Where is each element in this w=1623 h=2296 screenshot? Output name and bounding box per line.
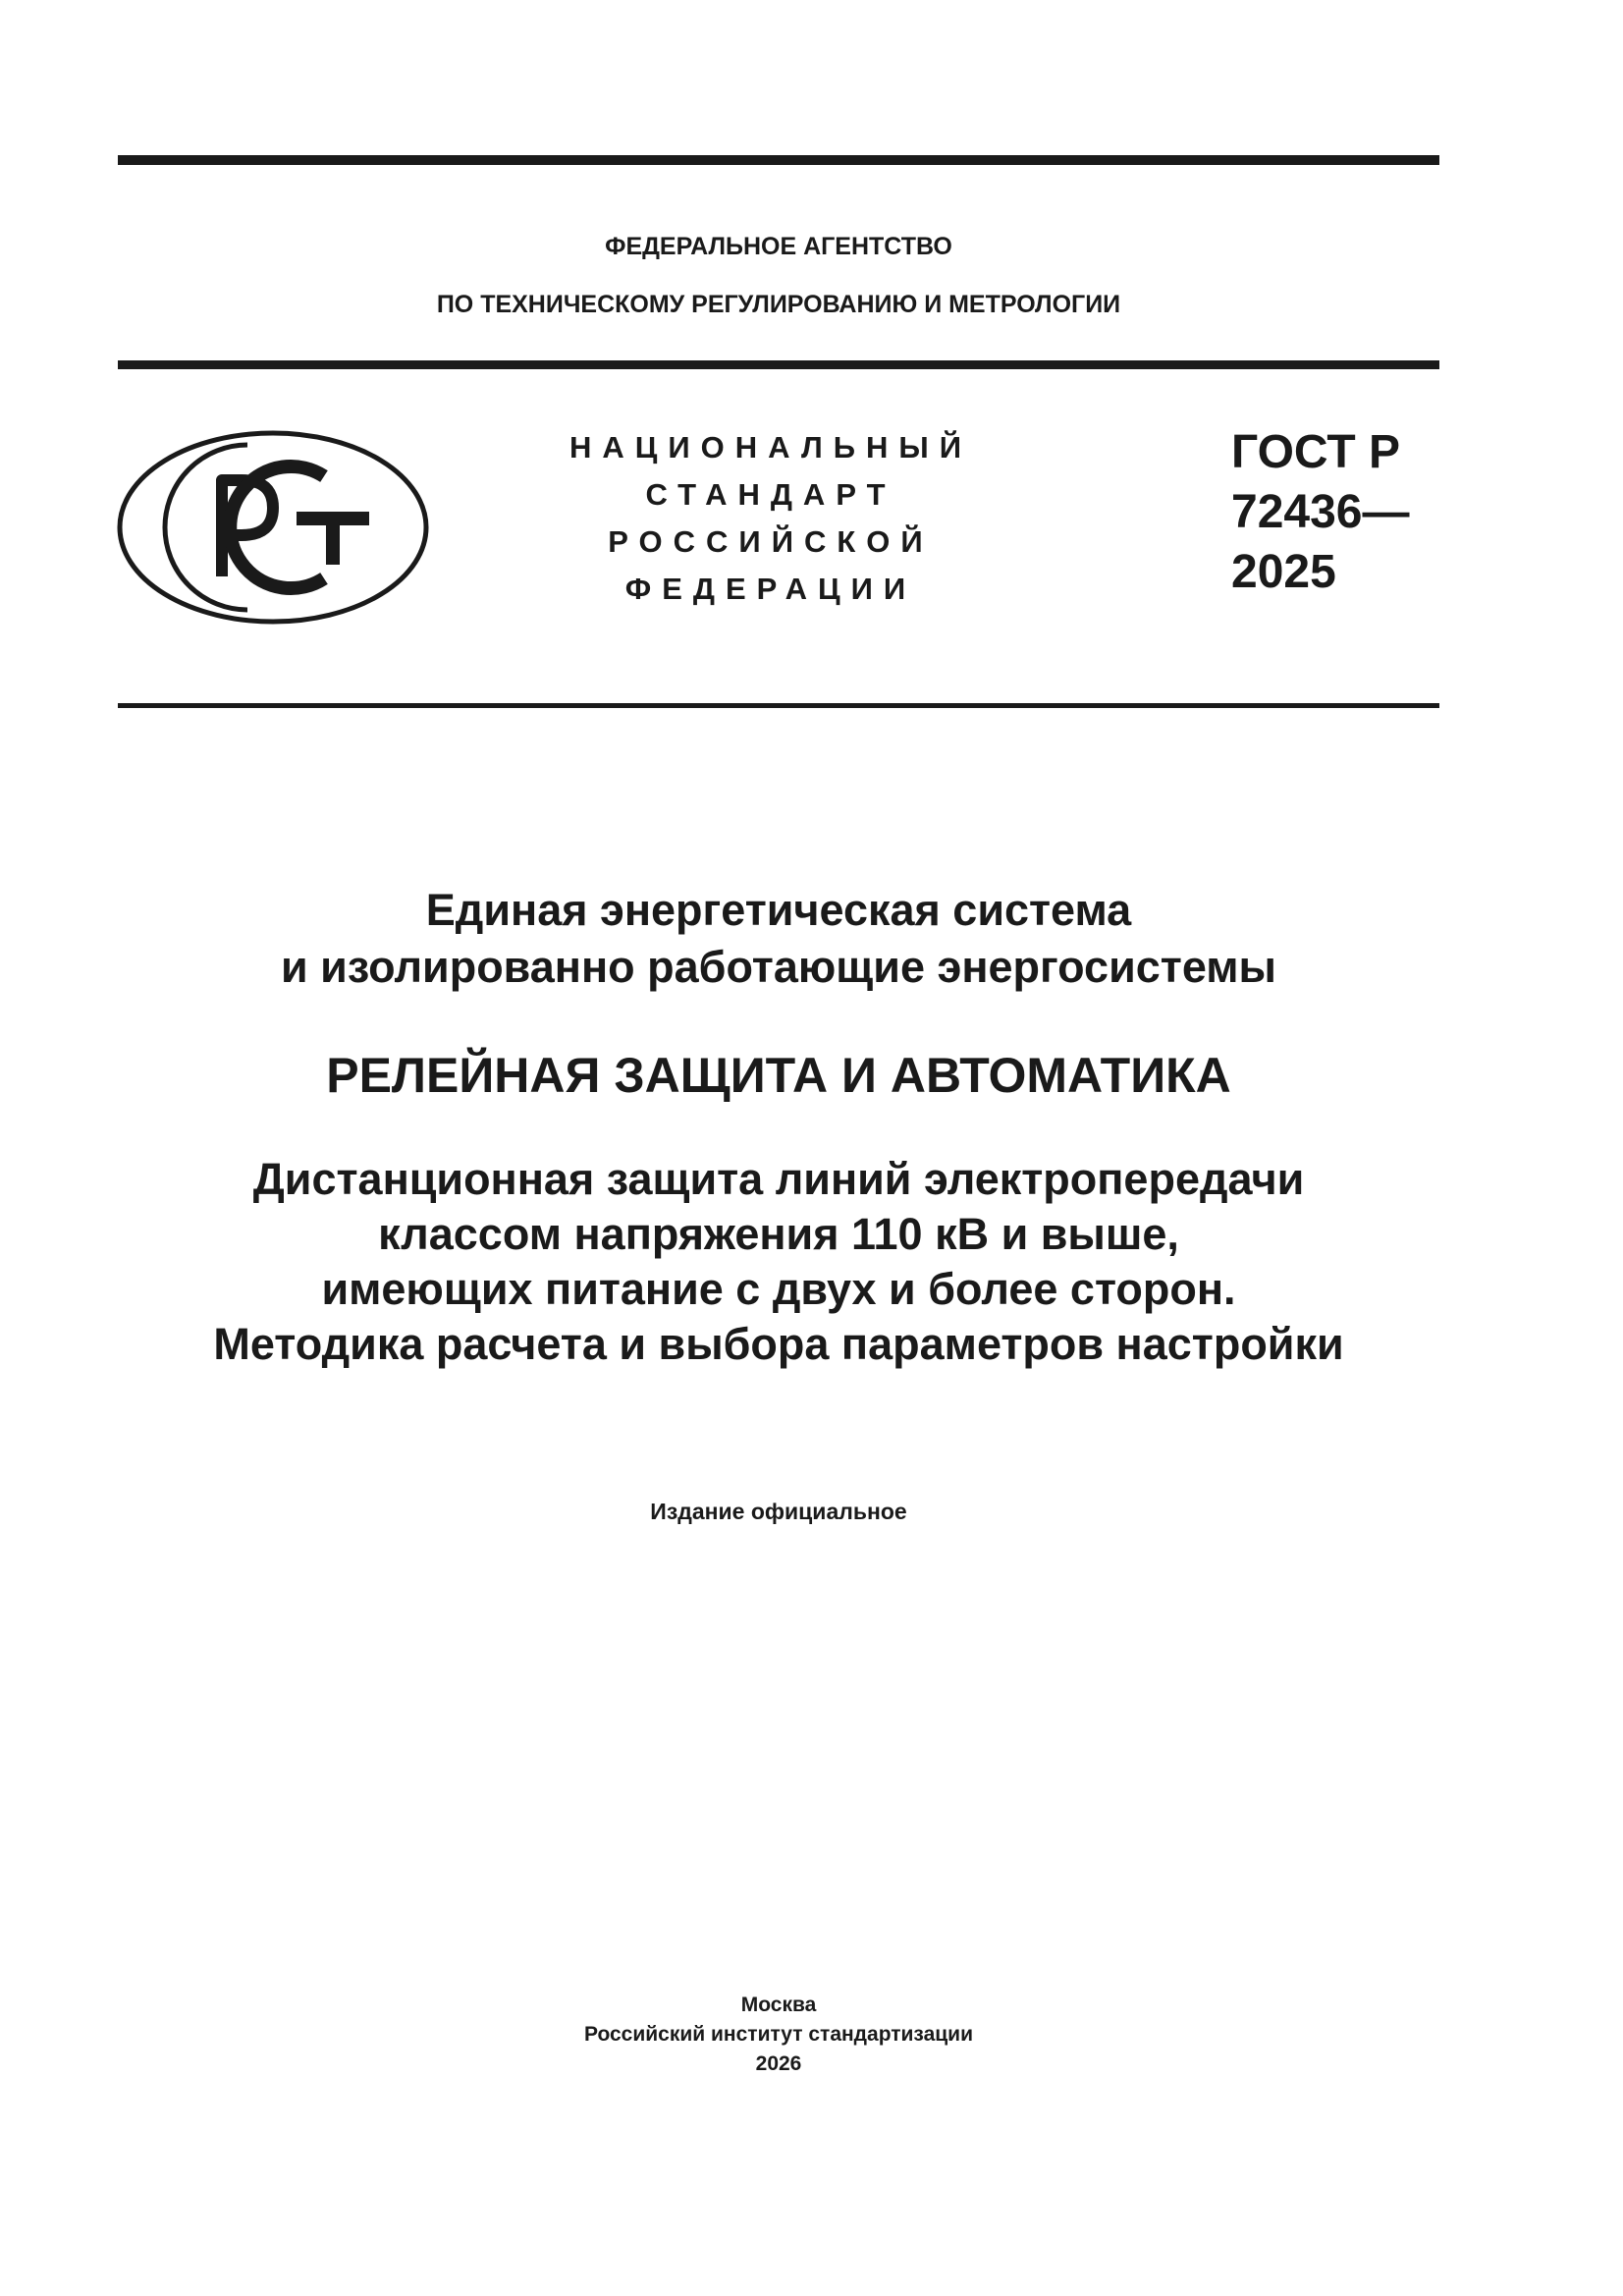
agency-name [118,218,1439,334]
publisher-name: Российский институт стандартизации [583,2023,974,2046]
standard-type-line-3: РОССИЙСКОЙ [608,524,934,559]
main-title-text: РЕЛЕЙНАЯ ЗАЩИТА И АВТОМАТИКА [326,1048,1231,1103]
subtitle-line-3: имеющих питание с двух и более сторон. [321,1264,1236,1314]
rst-certification-mark-icon [116,429,430,626]
subtitle [118,1152,1439,1372]
general-title-line-2: и изолированно работающие энергосистемы [281,942,1276,992]
separator-rule [118,703,1439,708]
publication-year: 2026 [755,2052,802,2075]
standard-type-line-2: СТАНДАРТ [645,477,896,512]
agency-line-1: ФЕДЕРАЛЬНОЕ АГЕНТСТВО [605,233,952,260]
designation-line-1: ГОСТ Р [1231,426,1401,478]
top-rule [118,155,1439,165]
standard-type-line-1: НАЦИОНАЛЬНЫЙ [568,430,973,465]
subtitle-line-4: Методика расчета и выбора параметров настройки [213,1319,1344,1369]
publisher-city: Москва [740,1994,817,2016]
designation-line-2: 72436— [1231,486,1410,538]
subtitle-line-1: Дистанционная защита линий электропередачи [252,1154,1305,1204]
header-rule [118,360,1439,369]
standard-type-line-4: ФЕДЕРАЦИИ [624,572,917,606]
subtitle-line-2: классом напряжения 110 кВ и выше, [378,1209,1179,1259]
agency-line-2: ПО ТЕХНИЧЕСКОМУ РЕГУЛИРОВАНИЮ И МЕТРОЛОГИИ [436,291,1121,318]
general-title-line-1: Единая энергетическая система [425,885,1132,935]
designation-line-3: 2025 [1231,546,1336,598]
standard-type [530,424,1011,613]
publisher-info [118,1991,1439,2079]
standard-designation [1231,422,1409,602]
general-title [118,882,1439,996]
main-title [118,1045,1439,1106]
edition-label: Издание официальное [650,1499,907,1524]
